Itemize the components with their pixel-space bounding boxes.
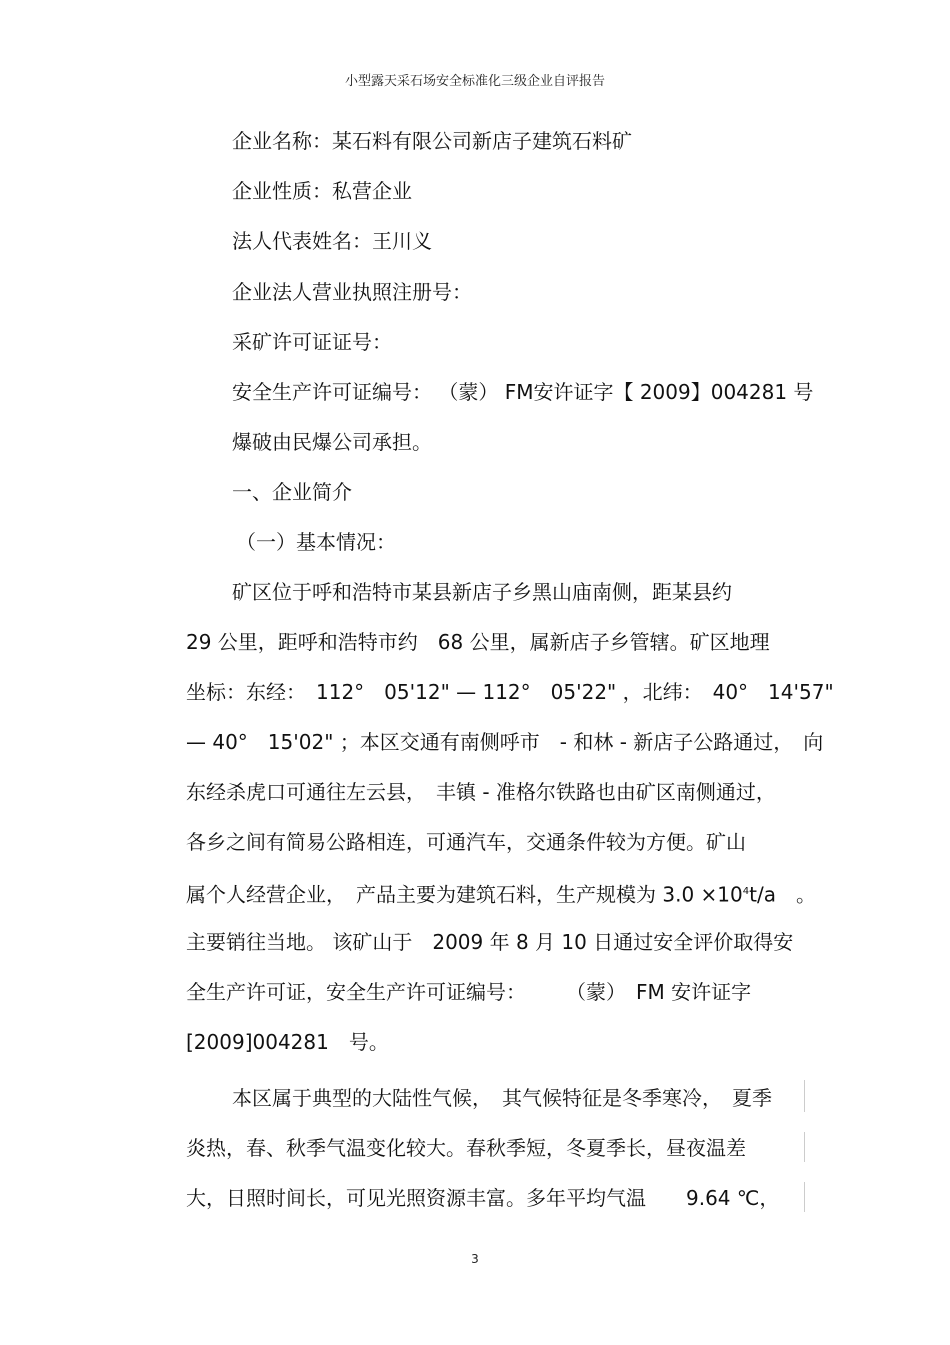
exponent: 4 [742,886,750,897]
paragraph-line [186,879,816,908]
paragraph-line: 坐标：东经： 112° 05'12" — 112° 05'22" ，北纬： 40° 14'57" [186,680,834,704]
paragraph-line: 各乡之间有简易公路相连，可通汽车，交通条件较为方便。矿山 [186,830,746,854]
business-license-line: 企业法人营业执照注册号： [232,280,472,304]
paragraph-line: 29 公里，距呼和浩特市约 68 公里，属新店子乡管辖。矿区地理 [186,630,770,654]
margin-rule [804,1132,805,1162]
paragraph-line: 东经杀虎口可通往左云县， 丰镇 - 准格尔铁路也由矿区南侧通过， [186,780,776,804]
subsection-heading: （一）基本情况： [236,530,396,554]
paragraph-line: — 40° 15'02" ；本区交通有南侧呼市 - 和林 - 新店子公路通过， 向 [186,730,824,754]
company-name-line: 企业名称：某石料有限公司新店子建筑石料矿 [232,129,632,153]
paragraph-line: 主要销往当地。 该矿山于 2009 年 8 月 10 日通过安全评价取得安 [186,930,794,954]
legal-representative-line: 法人代表姓名：王川义 [232,229,432,253]
company-type-line: 企业性质：私营企业 [232,179,412,203]
safety-permit-line: 安全生产许可证编号： （蒙） FM安许证字【 2009】004281 号 [232,380,814,404]
climate-paragraph-line: 本区属于典型的大陆性气候， 其气候特征是冬季寒冷， 夏季 [232,1086,772,1110]
paragraph-text: t/a 。 [749,882,816,907]
document-header: 小型露天采石场安全标准化三级企业自评报告 [344,74,605,89]
climate-paragraph-line: 炎热，春、秋季气温变化较大。春秋季短，冬夏季长，昼夜温差 [186,1136,746,1160]
paragraph-line: 矿区位于呼和浩特市某县新店子乡黑山庙南侧，距某县约 [232,580,732,604]
paragraph-line: [2009]004281 号。 [186,1030,389,1054]
paragraph-text: 属个人经营企业， 产品主要为建筑石料，生产规模为 3.0 ×10 [186,882,743,907]
climate-paragraph-line: 大，日照时间长，可见光照资源丰富。多年平均气温 9.64 ℃， [186,1186,780,1210]
margin-rule [804,1080,805,1112]
paragraph-line: 全生产许可证，安全生产许可证编号： （蒙） FM 安许证字 [186,980,752,1004]
page-number: 3 [471,1252,479,1266]
mining-permit-line: 采矿许可证证号： [232,330,392,354]
blasting-line: 爆破由民爆公司承担。 [232,430,432,454]
margin-rule [804,1182,805,1212]
section-heading: 一、企业简介 [232,480,352,504]
